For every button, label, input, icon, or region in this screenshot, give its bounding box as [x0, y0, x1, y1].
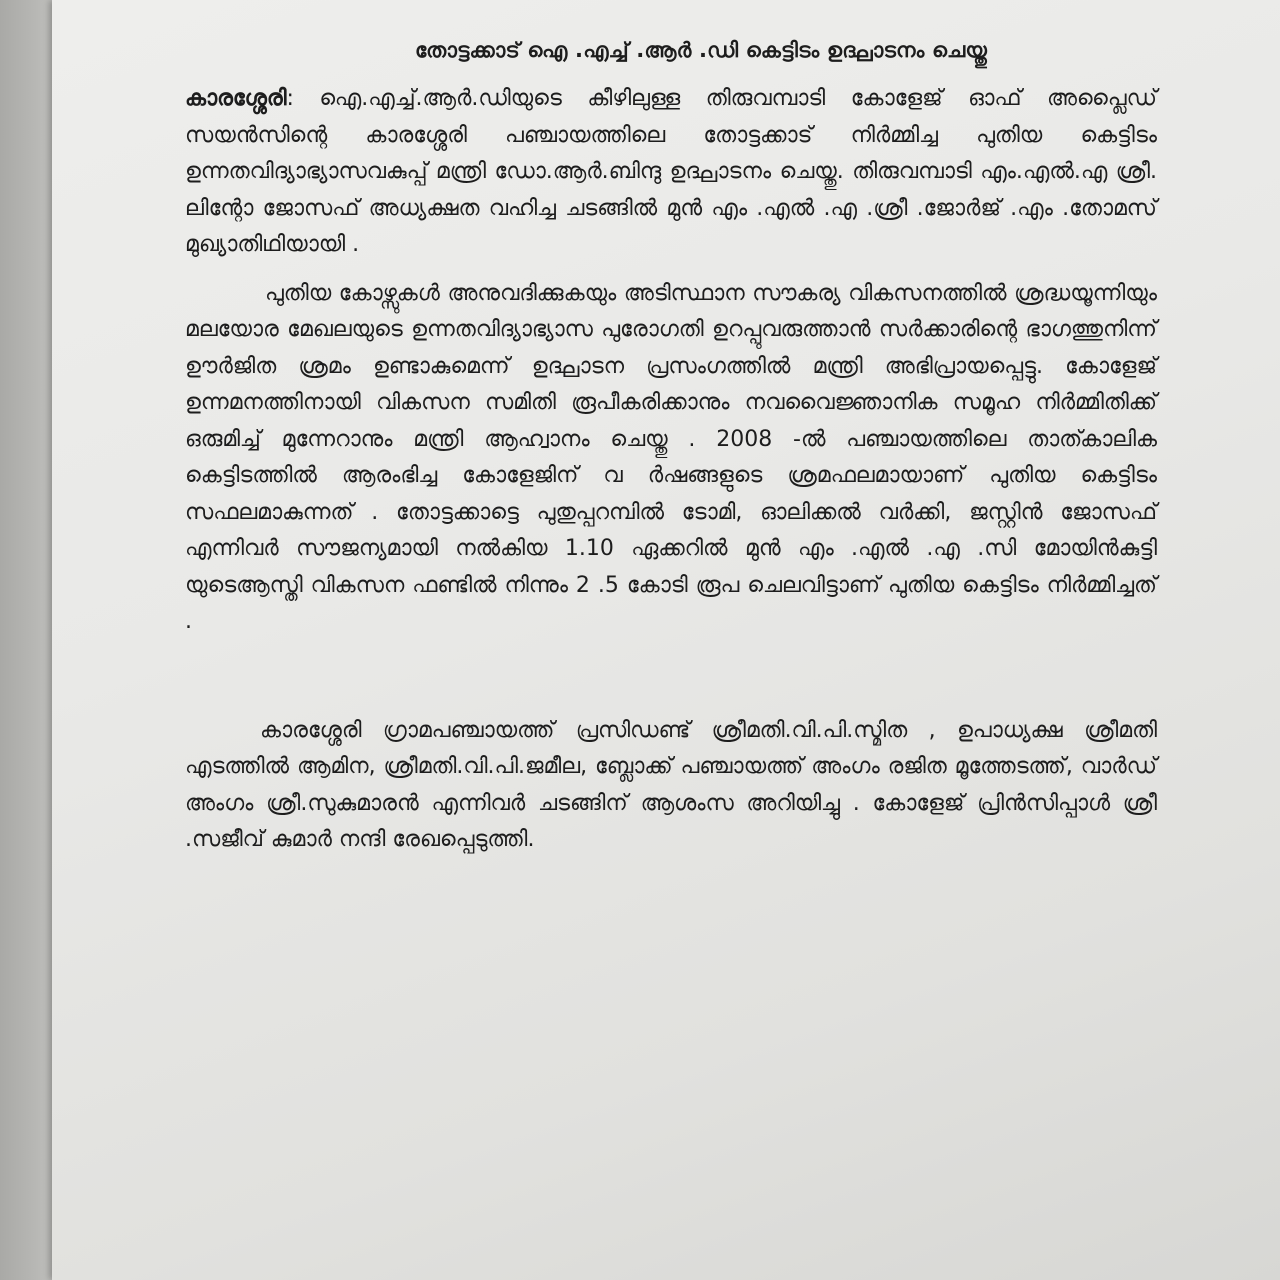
paragraph-3: കാരശ്ശേരി ഗ്രാമപഞ്ചായത്ത് പ്രസിഡണ്ട് ശ്രീമതി.വി.പി.സ്മിത , ഉപാധ്യക്ഷ ശ്രീമതി എടത്തിൽ ആമിന, ശ്രീമതി.വി.പി.ജമീല, ബ്ലോക്ക് പഞ്ചായത്ത് അംഗം രജിത മൂത്തേടത്ത്, വാർഡ് അംഗം ശ്രീ.സുകുമാരൻ എന്നിവർ ചടങ്ങിന് ആശംസ അറിയിച്ചു . കോളേജ് പ്രിൻസിപ്പാൾ ശ്രീ .സജീവ് കുമാർ നന്ദി രേഖപ്പെടുത്തി. — [185, 717, 1157, 852]
dateline: കാരശ്ശേരി — [185, 86, 287, 111]
paragraph-1-text: : ഐ.എച്ച്.ആർ.ഡിയുടെ കീഴിലുള്ള തിരുവമ്പാടി കോളേജ് ഓഫ് അപ്ലൈഡ് സയൻസിന്റെ കാരശ്ശേരി പഞ്ചായത്തിലെ തോട്ടക്കാട് നിർമ്മിച്ച പുതിയ കെട്ടിടം ഉന്നതവിദ്യാഭ്യാസവകുപ്പ് മന്ത്രി ഡോ.ആർ.ബിന്ദു ഉദ്ഘാടനം ചെയ്തു. തിരുവമ്പാടി എം.എൽ.എ ശ്രീ. ലിന്റോ ജോസഫ് അധ്യക്ഷത വഹിച്ച ചടങ്ങിൽ മുൻ എം .എൽ .എ .ശ്രീ .ജോർജ് .എം .തോമസ് മുഖ്യാതിഥിയായി . — [185, 86, 1157, 257]
document-body — [185, 38, 1157, 859]
document-title: തോട്ടക്കാട് ഐ .എച്ച് .ആർ .ഡി കെട്ടിടം ഉദ്ഘാടനം ചെയ്തു — [414, 38, 988, 62]
paragraph-1 — [185, 81, 1157, 264]
paragraph-2: പുതിയ കോഴ്സുകൾ അനുവദിക്കുകയും അടിസ്ഥാന സൗകര്യ വികസനത്തിൽ ശ്രദ്ധയൂന്നിയും മലയോര മേഖലയുടെ ഉന്നതവിദ്യാഭ്യാസ പുരോഗതി ഉറപ്പുവരുത്താൻ സർക്കാരിന്റെ ഭാഗത്തുനിന്ന് ഊർജിത ശ്രമം ഉണ്ടാകുമെന്ന് ഉദ്ഘാടന പ്രസംഗത്തിൽ മന്ത്രി അഭിപ്രായപ്പെട്ടു. കോളേജ് ഉന്നമനത്തിനായി വികസന സമിതി രൂപീകരിക്കാനും നവവൈജ്ഞാനിക സമൂഹ നിർമ്മിതിക്ക് ഒരുമിച്ച് മുന്നേറാനും മന്ത്രി ആഹ്വാനം ചെയ്തു . 2008 -ൽ പഞ്ചായത്തിലെ താത്കാലിക കെട്ടിടത്തിൽ ആരംഭിച്ച കോളേജിന് വ ർഷങ്ങളുടെ ശ്രമഫലമായാണ് പുതിയ കെട്ടിടം സഫലമാകുന്നത് . തോട്ടക്കാട്ടെ പുതുപ്പറമ്പിൽ ടോമി, ഓലിക്കൽ വർക്കി, ജസ്റ്റിൻ ജോസഫ് എന്നിവർ സൗജന്യമായി നൽകിയ 1.10 ഏക്കറിൽ മുൻ എം .എൽ .എ .സി മോയിൻകുട്ടി യുടെആസ്തി വികസന ഫണ്ടിൽ നിന്നും 2 .5 കോടി രൂപ ചെലവിട്ടാണ് പുതിയ കെട്ടിടം നിർമ്മിച്ചത് . — [185, 280, 1157, 634]
